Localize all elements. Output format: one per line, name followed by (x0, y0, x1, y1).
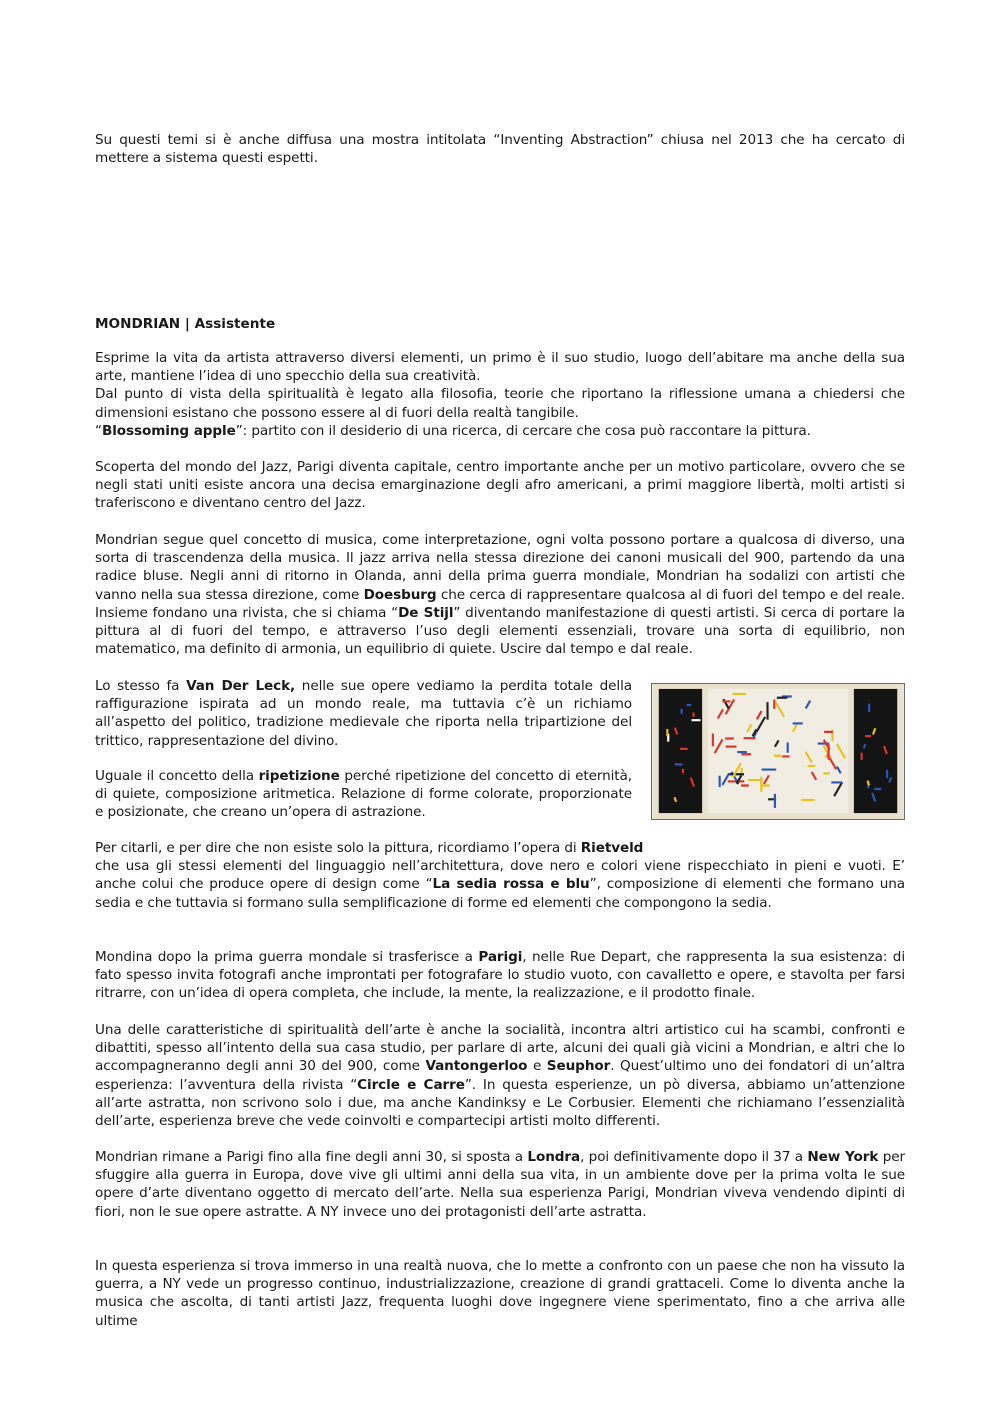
paragraph-de-stijl (95, 531, 905, 658)
paragraph-text: che cerca di rappresentare qualcosa al di fuori del tempo e del reale. Insieme fondano una rivista, che si chiama “ (95, 586, 905, 621)
right-panel (854, 689, 897, 813)
paragraph-text: ” diventando manifestazione di questi artisti. Si cerca di portare la pittura al di fuori del tempo, e attraverso l’uso degli elementi essenziali, trovare una sorta di equilibrio, non matematico, ma definito di armonia, un equilibrio di quiete. Uscire dal tempo e dal reale. (95, 604, 905, 658)
paragraph-text: Dal punto di vista della spiritualità è legato alla filosofia, teorie che riportano la riflessione umana a chiedersi che dimensioni esistano che possono essere al di fuori della realtà tangibile. (95, 386, 905, 421)
paragraph-text: ”, composizione di elementi che formano una sedia e che tuttavia si formano sulla semplificazione di forme ed elementi che compongono la sedia. (95, 876, 906, 911)
place-name: New York (807, 1149, 879, 1165)
paragraph-paris (95, 948, 905, 1003)
paragraph-new-reality (95, 1257, 905, 1330)
section-title: MONDRIAN | Assistente (95, 316, 276, 332)
artist-name: Seuphor (546, 1058, 611, 1075)
paragraph-text: ”: partito con il desiderio di una ricerca, di cercare che cosa può raccontare la pittura. (235, 422, 811, 439)
quote-mark: “ (95, 422, 102, 439)
place-name: Parigi (478, 949, 523, 965)
artist-name: Vantongerloo (425, 1058, 528, 1075)
paragraph-text: Una delle caratteristiche di spiritualità dell’arte è anche la socialità, incontra altri artistico cui ha scambi, confronti e dibattiti, spesso all’intento della sua casa studio, per parlare di arte, alcuni dei quali già vicini a Mondrian, e altri che lo accompagneranno degli anni 30 del 900, come (95, 1022, 905, 1075)
triptych-artwork (652, 684, 904, 819)
paragraph-text: e (527, 1058, 547, 1075)
paragraph-jazz (95, 458, 905, 513)
intro-text: Su questi temi si è anche diffusa una mostra intitolata “Inventing Abstraction” chiusa nel 2013 che ha cercato di mettere a sistema questi espetti. (95, 132, 905, 167)
paragraph-text: che usa gli stessi elementi del linguaggio nell’architettura, dove nero e colori viene rispecchiato in pieni e vuoti. E’ anche colui che produce opere di design come “ (95, 858, 905, 893)
paragraph-text: Scoperta del mondo del Jazz, Parigi diventa capitale, centro importante anche per un motivo particolare, ovvero che se negli stati uniti esiste ancora una decisa emarginazione degli afro americani, a primi maggiore libertà, molti artisti si traferiscono e diventano centro del Jazz. (95, 459, 905, 512)
painting-stroke (864, 744, 865, 748)
artwork-title: Blossoming apple (101, 422, 236, 439)
paragraph-repetition (95, 767, 632, 822)
paragraph-sociality (95, 1021, 905, 1130)
paragraph-text: In questa esperienza si trova immerso in una realtà nuova, che lo mette a confronto con un paese che non ha vissuto la guerra, a NY vede un progresso continuo, industrializzazione, creazione di grandi grattaceli. Come lo diventa anche la musica che ascolta, di tanti artisti Jazz, frequenta luoghi dove ingegnere viene sperimentato, fino a che arriva alle ultime (95, 1258, 905, 1329)
paragraph-text: Lo stesso fa (95, 678, 187, 694)
paragraph-text: Esprime la vita da artista attraverso diversi elementi, un primo è il suo studio, luogo dell’abitare ma anche della sua arte, mantiene l’idea di uno specchio della sua creatività. (95, 350, 905, 385)
paragraph-text: Mondrian rimane a Parigi fino alla fine degli anni 30, si sposta a (95, 1149, 528, 1165)
paragraph-text: , poi definitivamente dopo il 37 a (580, 1149, 808, 1165)
paragraph-van-der-leck (95, 677, 632, 750)
keyword: ripetizione (258, 768, 340, 784)
intro-paragraph (95, 131, 905, 167)
artist-name: Van Der Leck, (186, 678, 296, 694)
paragraph-text: Per citarli, e per dire che non esiste solo la pittura, ricordiamo l’opera di (95, 840, 581, 856)
left-panel (659, 689, 702, 813)
artist-name: Rietveld (580, 840, 644, 856)
artist-name: Doesburg (363, 586, 437, 603)
paragraph-text: . Quest’ultimo uno dei fondatori di un’altra esperienza: l’avventura della rivista “ (95, 1058, 906, 1093)
paragraph-london-new-york (95, 1148, 905, 1221)
paragraph-rietveld (95, 839, 905, 912)
magazine-name: De Stijl (398, 604, 454, 621)
paragraph-text: perché ripetizione del concetto di eternità, di quiete, composizione aritmetica. Relazione di forme colorate, proporzionate e posizionate, che creano un’opera di astrazione. (95, 768, 632, 821)
paragraph-text: Mondina dopo la prima guerra mondale si trasferisce a (95, 949, 479, 965)
artwork-title: La sedia rossa e blu (432, 876, 590, 893)
paragraph-text: , nelle Rue Depart, che rappresenta la sua esistenza: di fato spesso invita fotografi anche improntati per fotografare lo studio vuoto, con cavalletto e opere, e stavolta per farsi ritrarre, con un’idea di opera completa, che include, la mente, la realizzazione, e il prodotto finale. (95, 949, 905, 1002)
paragraph-text: nelle sue opere vediamo la perdita totale della raffigurazione ispirata ad un mondo reale, ma tuttavia c’è un richiamo all’aspetto del politico, tradizione medievale che riporta nella tripartizione del trittico, rappresentazione del divino. (95, 678, 632, 749)
paragraph-text: Uguale il concetto della (95, 768, 259, 784)
paragraph-studio (95, 349, 905, 440)
paragraph-text: Mondrian segue quel concetto di musica, come interpretazione, ogni volta possono portare a qualcosa di diverso, una sorta di trascendenza della musica. Il jazz arriva nella stessa direzione dei canoni musicali del 900, partendo da una radice bluse. Negli anni di ritorno in Olanda, anni della prima guerra mondiale, Mondrian ha sodalizi con artisti che vanno nella sua stessa direzione, come (95, 532, 905, 603)
place-name: Londra (527, 1149, 581, 1165)
paragraph-text: per sfuggire alla guerra in Europa, dove vive gli ultimi anni della sua vita, in un ambiente dove per la prima volta le sue opere d’arte diventano oggetto di mercato dell’arte. Nella sua esperienza Parigi, Mondrian viveva vendendo dipinti di fiori, non le sue opere astratte. A NY invece uno dei protagonisti dell’arte astratta. (95, 1149, 905, 1220)
painting-stroke (674, 797, 676, 802)
paragraph-text: ”. In questa esperienze, un pò diversa, abbiamo un’attenzione all’arte astratta, non scrivono solo i due, ma anche Kandinksy e Le Corbusier. Elementi che richiamano l’essenzialità dell’arte, esperienza breve che vede coinvolti e compartecipi artisti molto differenti. (95, 1076, 905, 1130)
van-der-leck-triptych-image (651, 683, 905, 820)
magazine-name: Circle e Carre (357, 1076, 465, 1093)
